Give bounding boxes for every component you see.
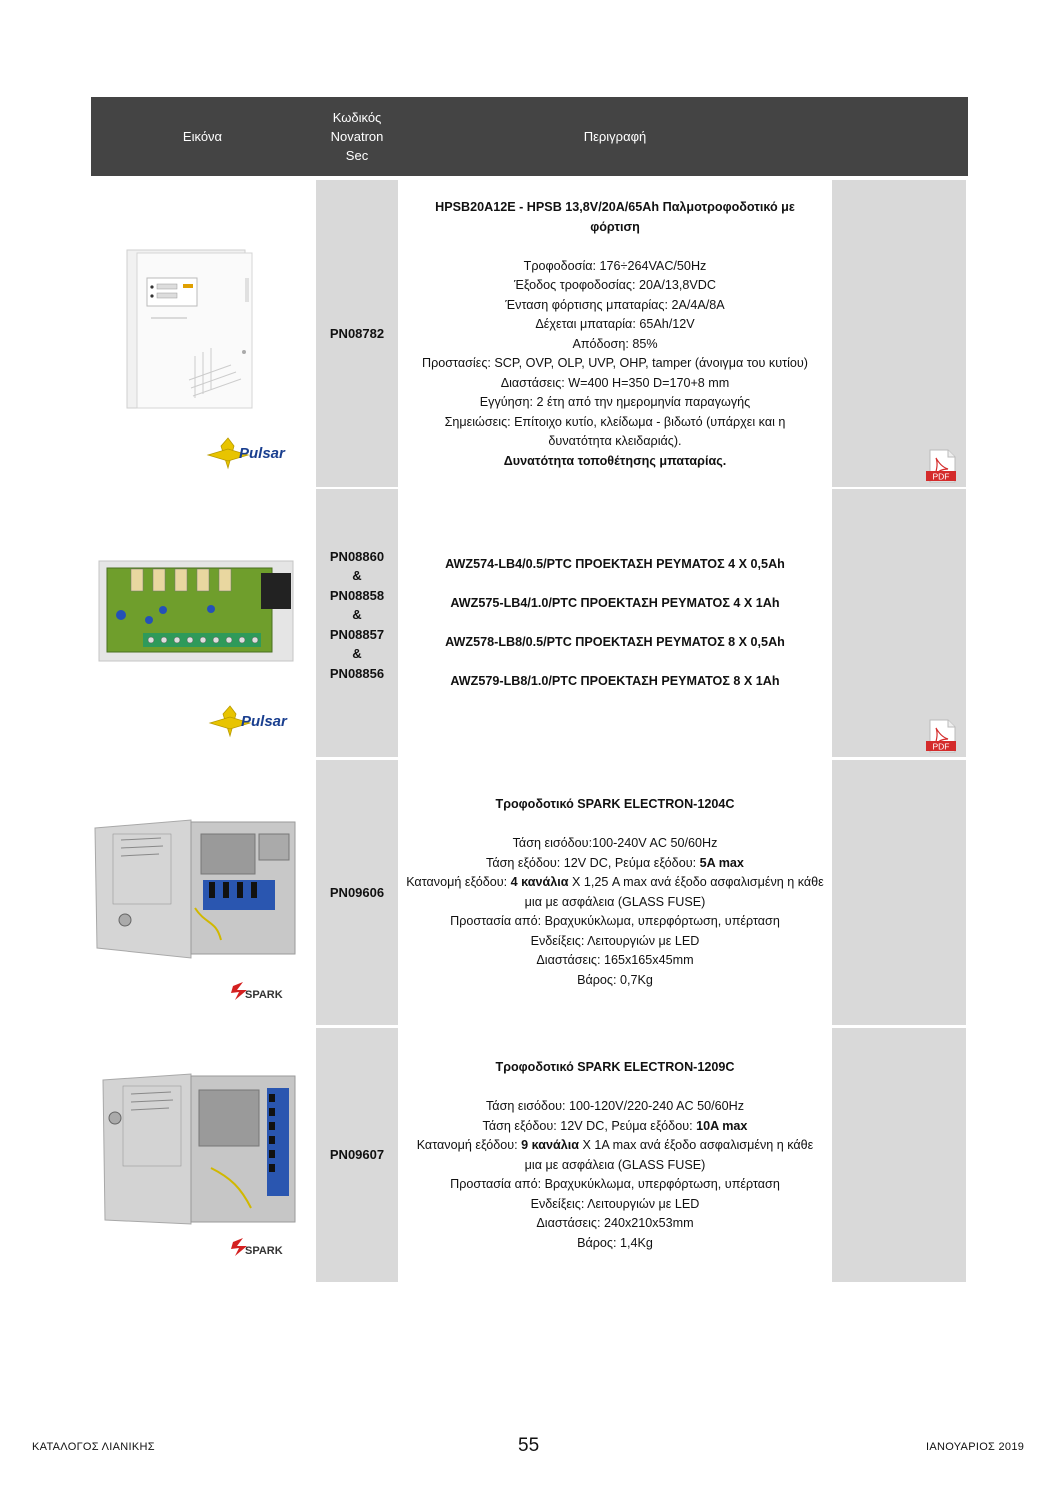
- product-code: PN08857: [329, 626, 385, 642]
- extension-board-image: [91, 489, 313, 757]
- spec-line: Τάση εισόδου:100-240V AC 50/60Hz: [512, 836, 718, 850]
- product-code: PN09607: [329, 1147, 385, 1163]
- spec-line: Σημειώσεις: Επίτοιχο κυτίο, κλείδωμα - βιδωτό (υπάρχει και η δυνατότητα κλειδαριάς).: [444, 414, 786, 448]
- spec-line: Ενδείξεις: Λειτουργιών με LED: [530, 933, 700, 948]
- product-description-cell: [400, 180, 830, 487]
- product-code: PN08782: [329, 325, 385, 341]
- spec-line: Κατανομή εξόδου: 4 κανάλια Χ 1,25 A max ανά έξοδο ασφαλισμένη η κάθε μια με ασφάλεια (GLASS FUSE): [406, 875, 824, 909]
- spec-line: Ένταση φόρτισης μπαταρίας: 2A/4A/8A: [505, 297, 725, 312]
- product-code: PN08858: [329, 587, 385, 603]
- page-number: 55: [518, 1435, 540, 1456]
- pdf-cell: [832, 180, 966, 487]
- header-description-column: Περιγραφή: [583, 129, 647, 144]
- spec-line: Δέχεται μπαταρία: 65Ah/12V: [535, 317, 695, 331]
- pdf-cell: [832, 489, 966, 757]
- code-separator: &: [352, 646, 362, 662]
- pdf-cell: [832, 1028, 966, 1282]
- footer-date: ΙΑΝΟΥΑΡΙΟΣ 2019: [926, 1441, 1025, 1453]
- spark-psu-box-image: [91, 760, 313, 1025]
- product-description-cell: [400, 489, 830, 757]
- spark-logo: [231, 1238, 283, 1257]
- spark-psu-box-image: [91, 1028, 313, 1282]
- code-separator: &: [352, 607, 362, 623]
- pdf-cell: [832, 760, 966, 1025]
- svg-text:Pulsar: Pulsar: [241, 713, 287, 730]
- product-image-cell: [91, 760, 313, 1025]
- product-code: PN08860: [329, 548, 385, 564]
- pulsar-logo: [210, 706, 288, 736]
- product-code-cell: [316, 1028, 398, 1282]
- table-row: [91, 489, 968, 757]
- product-item: AWZ575-LB4/1.0/PTC ΠΡΟΕΚΤΑΣΗ ΡΕΥΜΑΤΟΣ 4 Χ 1Ah: [450, 596, 780, 610]
- pdf-icon[interactable]: [924, 719, 960, 753]
- spec-line: Διαστάσεις: 240x210x53mm: [536, 1216, 694, 1230]
- spec-line: Δυνατότητα τοποθέτησης μπαταρίας.: [503, 453, 727, 468]
- spec-line: Βάρος: 1,4Kg: [577, 1235, 653, 1250]
- table-header: [91, 97, 968, 176]
- table-row: [91, 180, 968, 487]
- svg-text:PDF: PDF: [932, 471, 950, 482]
- spec-line: Εγγύηση: 2 έτη από την ημερομηνία παραγωγής: [479, 395, 751, 409]
- table-row: [91, 1028, 968, 1282]
- spec-line: Ενδείξεις: Λειτουργιών με LED: [530, 1196, 700, 1211]
- product-image-cell: [91, 180, 313, 487]
- footer-catalog-title: ΚΑΤΑΛΟΓΟΣ ΛΙΑΝΙΚΗΣ: [32, 1441, 155, 1453]
- product-image-cell: [91, 1028, 313, 1282]
- spec-line: Διαστάσεις: W=400 H=350 D=170+8 mm: [500, 375, 730, 390]
- header-code-column: Κωδικός Novatron Sec: [330, 110, 384, 163]
- spec-line: Τάση εξόδου: 12V DC, Ρεύμα εξόδου: 10A max: [482, 1118, 748, 1133]
- spark-logo: [231, 982, 283, 1001]
- product-code-cell: [316, 760, 398, 1025]
- spec-line: Προστασία από: Βραχυκύκλωμα, υπερφόρτωση, υπέρταση: [450, 914, 780, 928]
- spec-line: Προστασία από: Βραχυκύκλωμα, υπερφόρτωση, υπέρταση: [450, 1177, 780, 1191]
- product-title: HPSB20A12E - HPSB 13,8V/20A/65Ah Παλμοτροφοδοτικό με φόρτιση: [435, 200, 795, 234]
- spec-line: Προστασίες: SCP, OVP, OLP, UVP, OHP, tamper (άνοιγμα του κυτίου): [422, 356, 808, 370]
- spec-line: Απόδοση: 85%: [572, 336, 658, 351]
- product-title: Τροφοδοτικό SPARK ELECTRON-1204C: [495, 797, 735, 811]
- product-description-cell: [400, 1028, 830, 1282]
- product-item: AWZ574-LB4/0.5/PTC ΠΡΟΕΚΤΑΣΗ ΡΕΥΜΑΤΟΣ 4 Χ 0,5Ah: [445, 557, 785, 571]
- svg-text:PDF: PDF: [932, 741, 950, 752]
- spec-line: Βάρος: 0,7Kg: [577, 972, 653, 987]
- spec-line: Τάση εξόδου: 12V DC, Ρεύμα εξόδου: 5A max: [486, 855, 744, 870]
- svg-text:SPARK: SPARK: [245, 989, 283, 1001]
- power-supply-box-image: [91, 180, 313, 487]
- spec-line: Έξοδος τροφοδοσίας: 20A/13,8VDC: [513, 278, 717, 292]
- table-row: [91, 760, 968, 1025]
- svg-text:Pulsar: Pulsar: [239, 445, 285, 462]
- product-code: PN08856: [329, 665, 385, 681]
- spec-line: Τροφοδοσία: 176÷264VAC/50Hz: [523, 258, 707, 273]
- spec-line: Τάση εισόδου: 100-120V/220-240 AC 50/60Hz: [486, 1099, 744, 1113]
- product-item: AWZ579-LB8/1.0/PTC ΠΡΟΕΚΤΑΣΗ ΡΕΥΜΑΤΟΣ 8 Χ 1Ah: [450, 674, 780, 688]
- product-item: AWZ578-LB8/0.5/PTC ΠΡΟΕΚΤΑΣΗ ΡΕΥΜΑΤΟΣ 8 Χ 0,5Ah: [445, 635, 785, 649]
- product-image-cell: [91, 489, 313, 757]
- product-description-cell: [400, 760, 830, 1025]
- code-separator: &: [352, 568, 362, 584]
- product-code: PN09606: [329, 884, 385, 900]
- pulsar-logo: [208, 438, 286, 468]
- product-code-cell: [316, 180, 398, 487]
- pdf-icon[interactable]: [924, 449, 960, 483]
- spec-line: Κατανομή εξόδου: 9 κανάλια X 1A max ανά έξοδο ασφαλισμένη η κάθε μια με ασφάλεια (GLASS FUSE): [416, 1138, 814, 1172]
- product-title: Τροφοδοτικό SPARK ELECTRON-1209C: [495, 1060, 735, 1074]
- svg-text:SPARK: SPARK: [245, 1245, 283, 1257]
- header-image-column: Εικόνα: [182, 129, 223, 144]
- product-code-cell: [316, 489, 398, 757]
- spec-line: Διαστάσεις: 165x165x45mm: [536, 953, 694, 967]
